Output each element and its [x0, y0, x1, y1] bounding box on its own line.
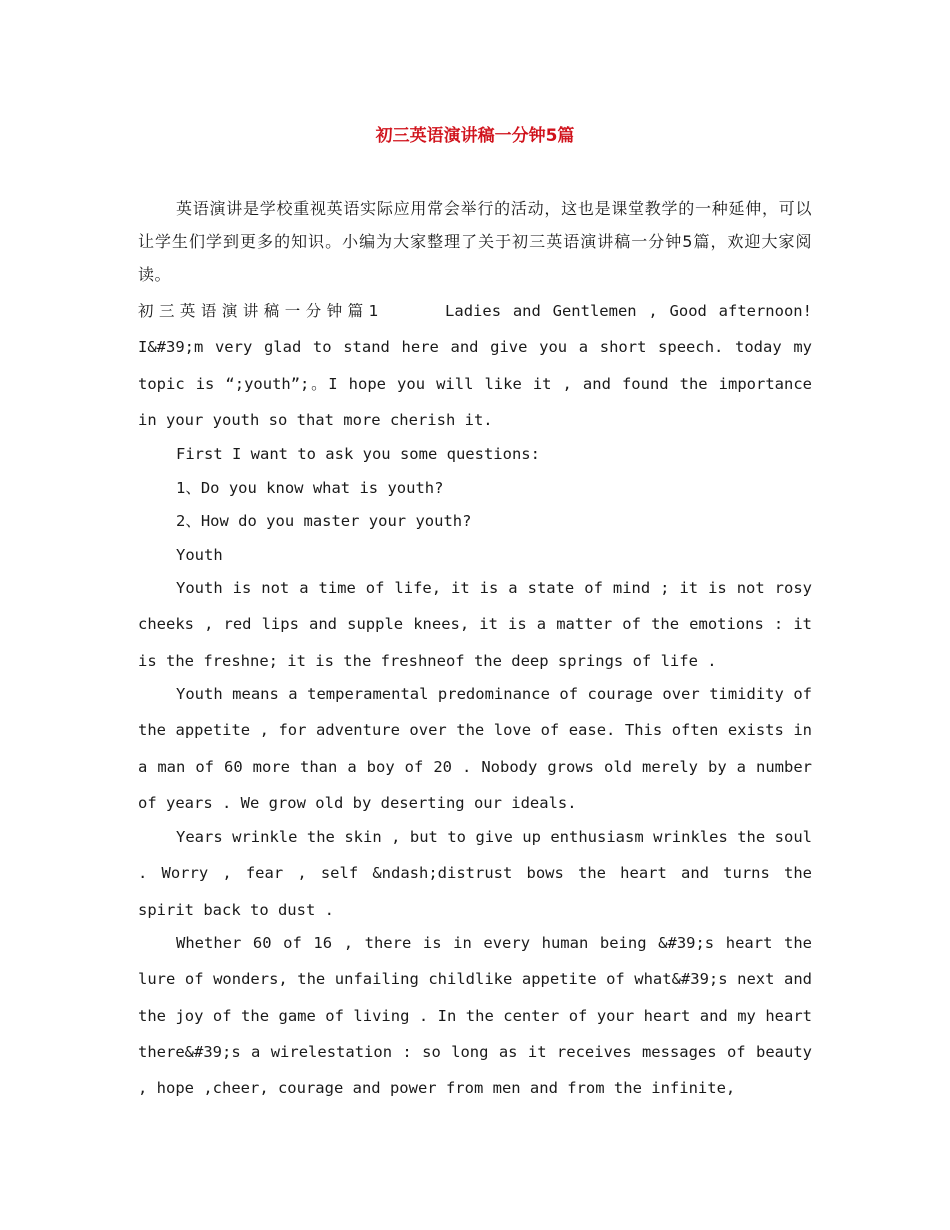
poem-title: Youth: [176, 546, 223, 564]
question-2: 2、How do you master your youth?: [176, 512, 472, 530]
section1-paragraph: [138, 293, 812, 438]
youth-paragraph-4: Whether 60 of 16 , there is in every human being &#39;s heart the lure of wonders, the unfailing childlike appetite of what&#39;s next and the joy of the game of living . In the center of your heart and my heart there&#39;s a wirelestation : so long as it receives messages of beauty , hope ,cheer, courage and power from men and from the infinite,: [138, 934, 812, 1098]
youth-paragraph-2: Youth means a temperamental predominance of courage over timidity of the appetite , for adventure over the love of ease. This often exists in a man of 60 more than a boy of 20 . Nobody grows old merely by a number of years . We grow old by deserting our ideals.: [138, 685, 812, 812]
intro-paragraph: 英语演讲是学校重视英语实际应用常会举行的活动，这也是课堂教学的一种延伸，可以让学生们学到更多的知识。小编为大家整理了关于初三英语演讲稿一分钟5篇，欢迎大家阅读。: [138, 199, 812, 284]
youth-paragraph-3: Years wrinkle the skin , but to give up enthusiasm wrinkles the soul . Worry , fear , self &ndash;distrust bows the heart and turns the spirit back to dust .: [138, 828, 812, 919]
section1-heading: 初三英语演讲稿一分钟篇1: [138, 302, 382, 320]
youth-paragraph-1: Youth is not a time of life, it is a state of mind ; it is not rosy cheeks , red lips and supple knees, it is a matter of the emotions : it is the freshne; it is the freshneof the deep springs of life .: [138, 579, 812, 670]
document-title: 初三英语演讲稿一分钟5篇: [375, 126, 575, 146]
section1-opening: Ladies and Gentlemen , Good afternoon! I&#39;m very glad to stand here and give you a short speech. today my topic is “;youth”;。I hope you will like it , and found the importance in your youth so that more cherish it.: [138, 302, 812, 429]
question-1: 1、Do you know what is youth?: [176, 479, 444, 497]
question-intro: First I want to ask you some questions:: [176, 445, 540, 463]
